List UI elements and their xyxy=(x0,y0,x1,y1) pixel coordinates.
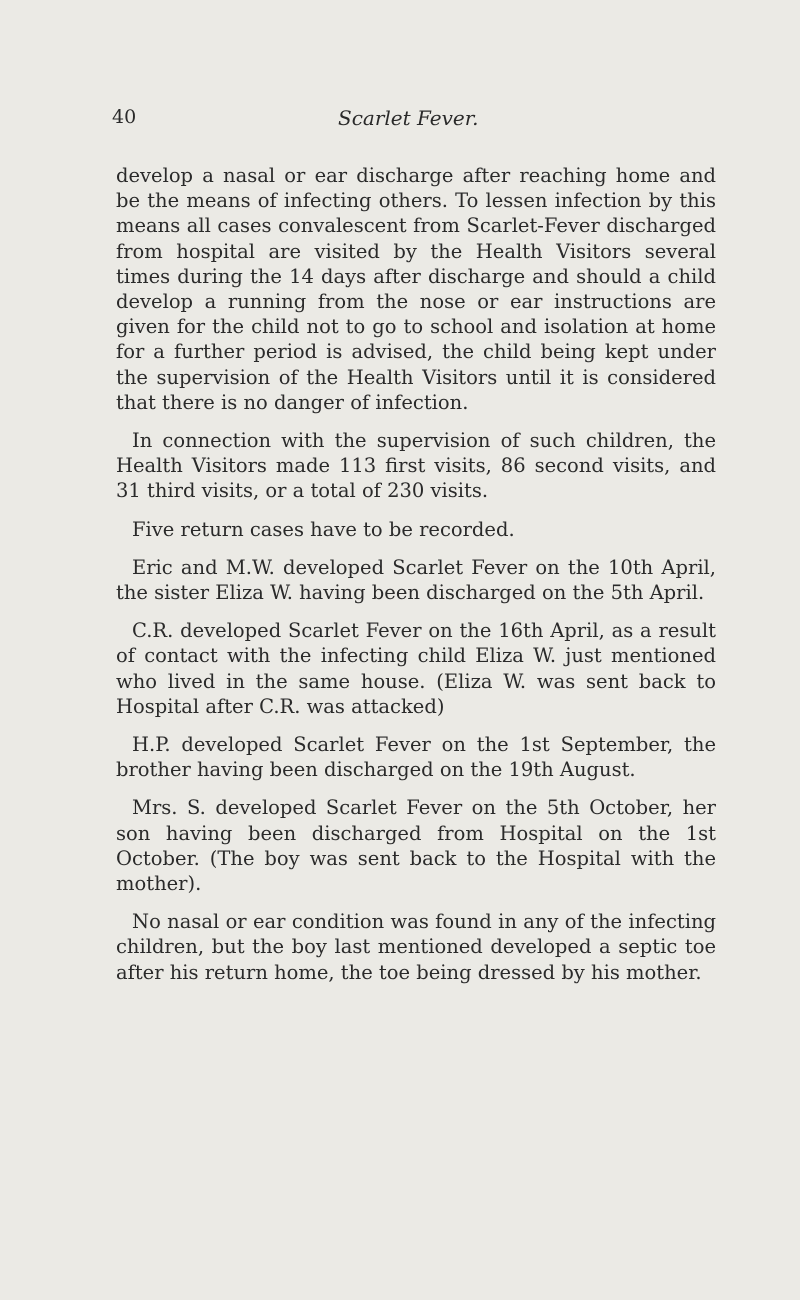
page-header xyxy=(112,106,712,136)
paragraph: In connection with the supervision of such children, the Health Visitors made 113 first visits, 86 second visits, and 31 third visits, or a total of 230 visits. xyxy=(116,429,716,503)
page-number: 40 xyxy=(112,106,137,128)
running-title: Scarlet Fever. xyxy=(338,106,479,130)
paragraph: Eric and M.W. developed Scarlet Fever on the 10th April, the sister Eliza W. having been discharged on the 5th April. xyxy=(116,555,716,605)
paragraph: develop a nasal or ear discharge after reaching home and be the means of infecting others. To lessen infection by this means all cases convalescent from Scarlet-Fever discharged from hospital are visited by the Health Visitors several times during the 14 days after discharge and should a child develop a running from the nose or ear instructions are given for the child not to go to school and isolation at home for a further period is advised, the child being kept under the supervision of the Health Visitors until it is considered that there is no danger of infection. xyxy=(116,164,716,414)
body-text xyxy=(116,163,716,998)
paragraph: Mrs. S. developed Scarlet Fever on the 5th October, her son having been discharged from Hospital on the 1st October. (The boy was sent back to the Hospital with the mother). xyxy=(116,796,716,896)
paragraph: Five return cases have to be recorded. xyxy=(132,517,515,541)
paragraph: No nasal or ear condition was found in any of the infecting children, but the boy last mentioned developed a septic toe after his return home, the toe being dressed by his mother. xyxy=(116,910,716,984)
paragraph: H.P. developed Scarlet Fever on the 1st September, the brother having been discharged on the 19th August. xyxy=(116,733,716,782)
paragraph: C.R. developed Scarlet Fever on the 16th April, as a result of contact with the infecting child Eliza W. just mentioned who lived in the same house. (Eliza W. was sent back to Hospital after C.R. was attacked) xyxy=(116,619,716,718)
